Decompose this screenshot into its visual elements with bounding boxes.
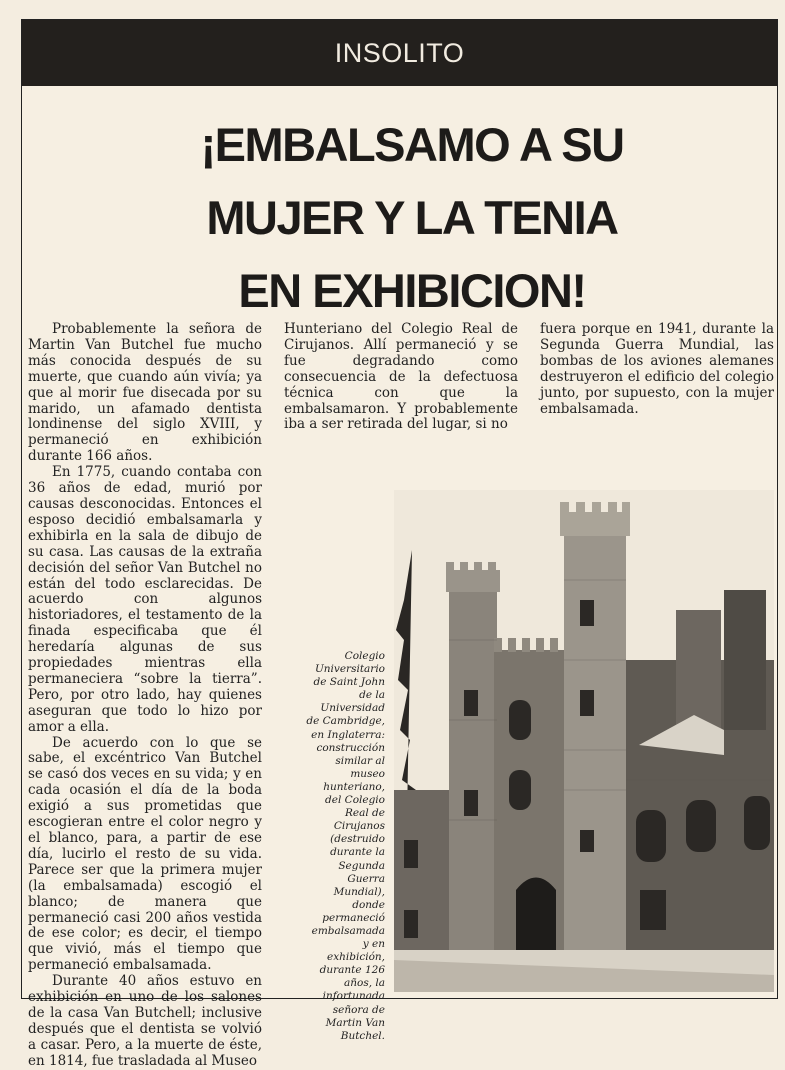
text-column-2 (284, 322, 518, 433)
paragraph-1: Probablemente la señora de Martin Van Butchel fue mucho más conocida después de su muerte, que cuando aún vivía; ya que al morir fue disecada por su marido, un afamado dentista londinense del siglo XVIII, y permaneció en exhibición durante 166 años. (28, 321, 262, 465)
section-header (22, 20, 777, 86)
paragraph-5: Hunteriano del Colegio Real de Cirujanos. Allí permaneció y se fue degradando como consecuencia de la defectuosa técnica con que la embalsamaron. Y probablemente iba a ser retirada del lugar, si no (284, 321, 518, 433)
text-column-3 (540, 322, 774, 417)
headline (92, 108, 732, 327)
paragraph-3: De acuerdo con lo que se sabe, el excéntrico Van Butchel se casó dos veces en su vida; y en cada ocasión el día de la boda exigió a sus prometidas que escogieran entre el color negro y el blanco, para, a partir de ese día, lucirlo el resto de su vida. Parece ser que la primera mujer (la embalsamada) escogió el blanco; de manera que permaneció casi 200 años vestida de ese color; es decir, el tiempo que vivió, más el tiempo que permaneció embalsamada. (28, 734, 262, 974)
headline-line-2: MUJER Y LA TENIA (206, 191, 618, 244)
photo-caption: Colegio Universitario de Saint John de la Universidad de Cambridge, en Inglaterra: construcción similar al museo hunteriano, del Colegio Real de Cirujanos (destruido durante la Segunda Guerra Mundial), donde permaneció embalsamada y en exhibición, durante 126 años, la infortunada señora de Martin Van Butchel. (306, 650, 385, 1042)
college-building-photo (394, 490, 774, 992)
headline-line-3: EN EXHIBICION! (238, 264, 586, 317)
paragraph-4: Durante 40 años estuvo en exhibición en uno de los salones de la casa Van Butchell; inclusive después que el dentista se volvió a casar. Pero, a la muerte de éste, en 1814, fue trasladada al Museo (28, 973, 262, 1069)
paragraph-2: En 1775, cuando contaba con 36 años de edad, murió por causas desconocidas. Entonces el esposo decidió embalsamarla y exhibirla en la sala de dibujo de su casa. Las causas de la extraña decisión del señor Van Butchel no están del todo esclarecidas. De acuerdo con algunos historiadores, el testamento de la finada especificaba que él heredaría algunas de sus propiedades mientras ella permaneciera “sobre la tierra”. Pero, por otro lado, hay quienes aseguran que todo lo hizo por amor a ella. (28, 464, 262, 735)
section-title: INSOLITO (334, 37, 465, 68)
article-frame (21, 19, 778, 1069)
headline-line-1: ¡EMBALSAMO A SU (200, 118, 624, 171)
text-column-1 (28, 322, 262, 1070)
paragraph-6: fuera porque en 1941, durante la Segunda Guerra Mundial, las bombas de los aviones alemanes destruyeron el edificio del colegio junto, por supuesto, con la mujer embalsamada. (540, 321, 774, 417)
